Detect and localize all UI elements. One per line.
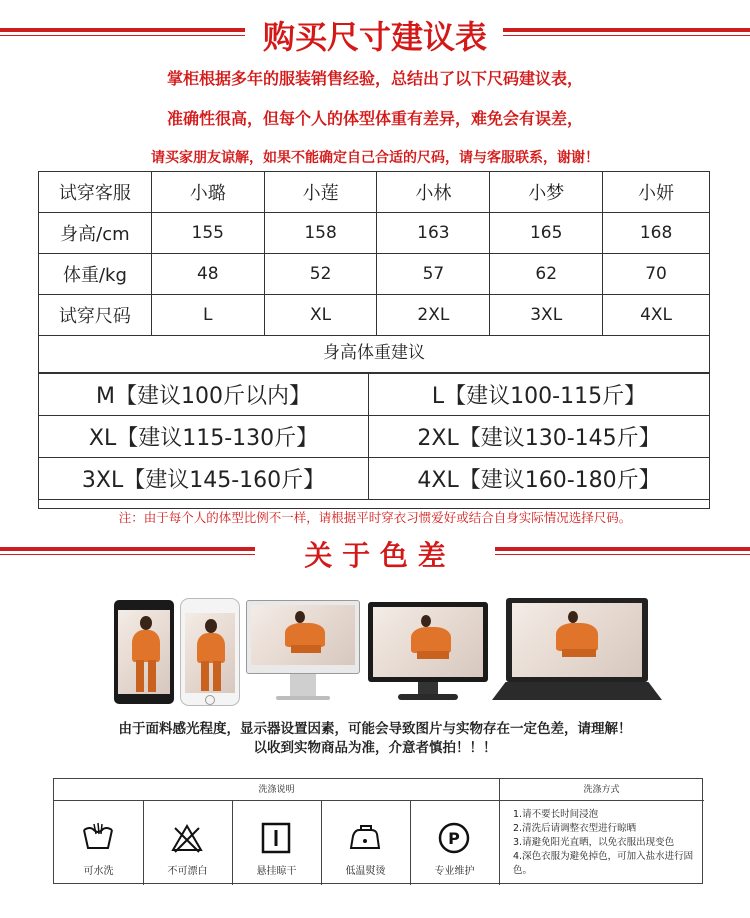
wash-label: 可水洗 [83, 866, 114, 877]
table-cell: 试穿尺码 [39, 295, 152, 336]
table-cell: 155 [151, 213, 264, 254]
table-cell: 身高/cm [39, 213, 152, 254]
table-cell: 57 [377, 254, 490, 295]
low-iron-icon [347, 820, 383, 856]
table-cell: 4XL [603, 295, 710, 336]
color-title: 关 于 色 差 [304, 539, 446, 572]
wash-label: 悬挂晾干 [256, 866, 297, 877]
svg-text:P: P [448, 829, 460, 848]
phone-screen [185, 613, 235, 693]
table-row [39, 295, 710, 336]
size-footnote: 注：由于每个人的体型比例不一样，请根据平时穿衣习惯爱好或结合自身实际情况选择尺码。 [118, 510, 632, 525]
laptop [492, 598, 662, 706]
wash-cell [321, 800, 410, 885]
intro-note-1: 掌柜根据多年的服装销售经验，总结出了以下尺码建议表， [166, 69, 583, 88]
table-cell: L [151, 295, 264, 336]
wash-instructions [53, 778, 703, 884]
table-header-cell: 小璐 [151, 172, 264, 213]
suggestion-cell: XL【建议115-130斤】 [39, 416, 369, 458]
wash-label: 低温熨烫 [345, 866, 386, 877]
color-disclaimer-1: 由于面料感光程度，显示器设置因素，可能会导致图片与实物存在一定色差，请理解！ [118, 721, 632, 737]
table-row [39, 374, 710, 416]
table-cell: 48 [151, 254, 264, 295]
wash-tip: 3.请避免阳光直晒，以免衣服出现变色 [513, 837, 675, 848]
table-cell: 165 [490, 213, 603, 254]
white-phone [180, 598, 240, 706]
laptop-screen [512, 603, 642, 677]
suggestion-cell: 3XL【建议145-160斤】 [39, 458, 369, 500]
home-button [205, 695, 215, 705]
hand-wash-icon [80, 820, 116, 856]
intro-note-2: 准确性很高，但每个人的体型体重有差异，难免会有误差， [166, 109, 583, 128]
wash-tip: 4.深色衣服为避免掉色，可加入盐水进行固色。 [513, 851, 694, 876]
table-cell: 158 [264, 213, 377, 254]
table-cell: 2XL [377, 295, 490, 336]
wash-cell [54, 800, 143, 885]
table-row [39, 416, 710, 458]
wash-cell [410, 800, 499, 885]
no-bleach-icon [169, 820, 205, 856]
suggestion-table [38, 373, 710, 500]
suggestion-cell: L【建议100-115斤】 [369, 374, 710, 416]
title-right-line [503, 28, 750, 32]
wash-tip: 2.清洗后请调整衣型进行晾晒 [513, 823, 637, 834]
table-header-cell: 小梦 [490, 172, 603, 213]
title-right-thin-line [495, 554, 750, 555]
wash-cell [232, 800, 321, 885]
table-header-cell: 小妍 [603, 172, 710, 213]
title-right-thin-line [503, 35, 750, 36]
monitor-screen [251, 605, 355, 665]
table-cell: 70 [603, 254, 710, 295]
suggestion-cell: 2XL【建议130-145斤】 [369, 416, 710, 458]
table-header-cell: 试穿客服 [39, 172, 152, 213]
suggestion-cell: M【建议100斤以内】 [39, 374, 369, 416]
table-row [39, 458, 710, 500]
wash-label: 专业维护 [434, 866, 475, 877]
table-cell: 163 [377, 213, 490, 254]
title-right-line [495, 547, 750, 551]
wash-tips [513, 808, 703, 878]
imac-monitor [246, 600, 360, 704]
black-phone [114, 600, 174, 704]
table-row [39, 254, 710, 295]
wash-method-header: 洗涤方式 [583, 785, 620, 795]
phone-screen [118, 610, 170, 694]
table-row [39, 213, 710, 254]
wash-tip: 1.请不要长时间浸泡 [513, 809, 599, 820]
size-title-row [0, 12, 750, 56]
professional-care-icon [436, 820, 472, 856]
wash-instructions-header: 洗涤说明 [258, 785, 295, 795]
table-header-row [39, 172, 710, 213]
suggestion-title: 身高体重建议 [38, 334, 710, 373]
hang-dry-icon [258, 820, 294, 856]
wash-label: 不可漂白 [167, 866, 208, 877]
table-header-cell: 小林 [377, 172, 490, 213]
table-cell: 52 [264, 254, 377, 295]
table-header-cell: 小莲 [264, 172, 377, 213]
table-cell: XL [264, 295, 377, 336]
table-cell: 168 [603, 213, 710, 254]
size-title: 购买尺寸建议表 [262, 18, 487, 56]
divider [499, 779, 500, 885]
monitor-screen [373, 607, 483, 677]
size-table [38, 171, 710, 336]
black-monitor [368, 602, 488, 706]
color-title-row [0, 534, 750, 574]
intro-note-3: 请买家朋友谅解，如果不能确定自己合适的尺码，请与客服联系，谢谢！ [151, 150, 599, 166]
wash-cell [143, 800, 232, 885]
table-cell: 3XL [490, 295, 603, 336]
table-cell: 62 [490, 254, 603, 295]
table-cell: 体重/kg [39, 254, 152, 295]
color-disclaimer-2: 以收到实物商品为准，介意者慎拍！！！ [253, 740, 497, 756]
device-comparison-image [110, 596, 670, 708]
suggestion-cell: 4XL【建议160-180斤】 [369, 458, 710, 500]
